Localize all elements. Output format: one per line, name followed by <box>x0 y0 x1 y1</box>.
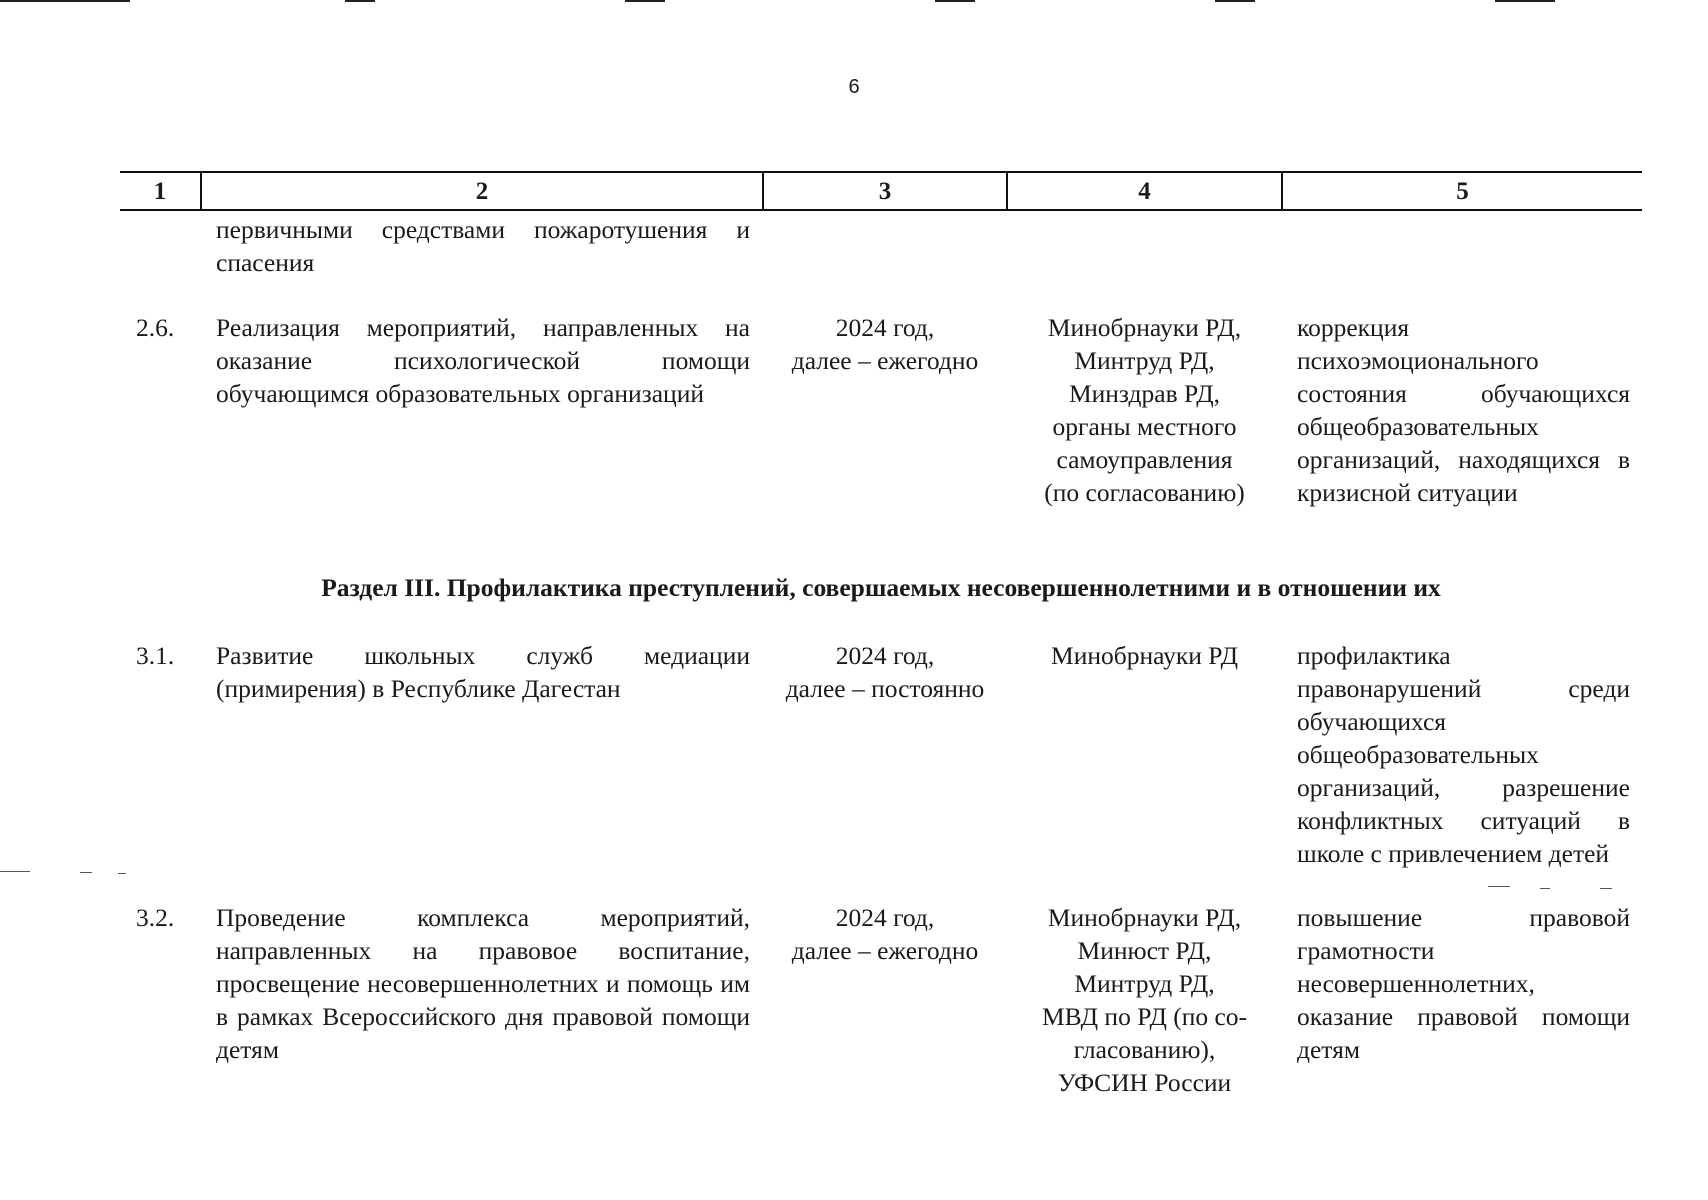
column-header: 2 <box>475 178 489 205</box>
period-cell: 2024 год, далее – постоянно <box>785 641 985 703</box>
scan-artifact-dash <box>1488 886 1510 887</box>
column-header: 1 <box>153 178 167 205</box>
scan-artifact-line <box>1495 0 1555 2</box>
scan-artifact-line <box>935 0 975 2</box>
table-rule <box>120 171 1642 173</box>
scan-artifact-dash <box>1540 888 1550 889</box>
event-description: Развитие школьных служб медиации (примирения) в Республике Дагестан <box>216 641 750 703</box>
column-header: 4 <box>1138 178 1151 205</box>
scan-artifact-line <box>1215 0 1255 2</box>
column-header: 3 <box>878 178 892 205</box>
period-cell: 2024 год, далее – ежегодно <box>791 903 979 965</box>
event-description: Проведение комплекса мероприятий, направленных на правовое воспитание, просвещение несовершеннолетних и помощь им в рамках Всероссийского дня правовой помощи детям <box>216 903 750 1064</box>
executors-cell: Минобрнауки РД, Минтруд РД, Минздрав РД, органы местного самоуправления (по согласованию) <box>1044 313 1245 507</box>
scan-artifact-line <box>0 0 130 2</box>
expected-result: коррекция психоэмоционального состояния обучающихся общеобразовательных организаций, находящихся в кризисной ситуации <box>1297 313 1630 507</box>
column-header: 5 <box>1456 178 1469 205</box>
row-number: 2.6. <box>136 313 175 342</box>
period-cell: 2024 год, далее – ежегодно <box>791 313 979 375</box>
event-description: Реализация мероприятий, направленных на оказание психологической помощи обучающимся образовательных организаций <box>216 313 750 408</box>
scan-artifact-dash <box>80 872 92 873</box>
scan-artifact-dash <box>118 873 126 874</box>
section-heading: Раздел III. Профилактика преступлений, совершаемых несовершеннолетними и в отношении их <box>321 573 1441 602</box>
executors-cell: Минобрнауки РД, Минюст РД, Минтруд РД, МВД по РД (по со- гласованию), УФСИН России <box>1041 903 1248 1097</box>
scan-artifact-line <box>625 0 665 2</box>
continued-event-text: первичными средствами пожаротушения и спасения <box>216 215 750 277</box>
scan-artifact-line <box>345 0 375 2</box>
scan-artifact-dash <box>0 871 30 872</box>
expected-result: повышение правовой грамотности несовершеннолетних, оказание правовой помощи детям <box>1297 903 1630 1064</box>
row-number: 3.2. <box>136 903 175 932</box>
row-number: 3.1. <box>136 641 175 670</box>
table-rule <box>120 209 1642 211</box>
page-number: 6 <box>848 76 860 98</box>
expected-result: профилактика правонарушений среди обучающихся общеобразовательных организаций, разрешение конфликтных ситуаций в школе с привлечением детей <box>1297 641 1630 868</box>
executors-cell: Минобрнауки РД <box>1051 641 1238 670</box>
scan-artifact-dash <box>1600 888 1612 889</box>
